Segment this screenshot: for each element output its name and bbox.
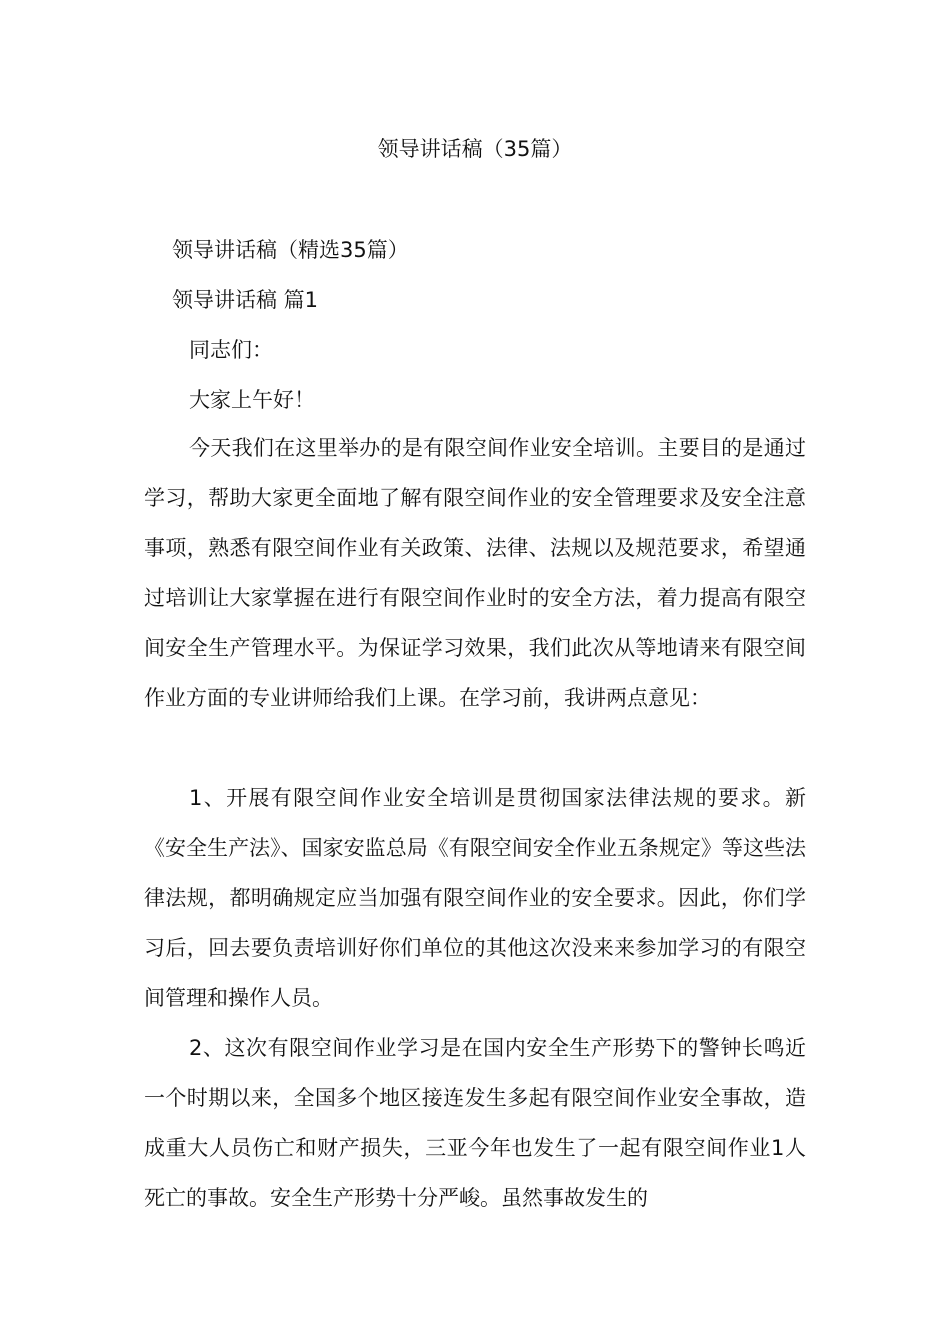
salutation: 同志们： bbox=[189, 338, 273, 362]
paragraph-point-2: 2、这次有限空间作业学习是在国内安全生产形势下的警钟长鸣近一个时期以来，全国多个地区接连发生多起有限空间作业安全事故，造成重大人员伤亡和财产损失，三亚今年也发生了一起有限空间作业1人死亡的事故。安全生产形势十分严峻。虽然事故发生的 bbox=[144, 1036, 806, 1210]
paragraph-intro: 今天我们在这里举办的是有限空间作业安全培训。主要目的是通过学习，帮助大家更全面地了解有限空间作业的安全管理要求及安全注意事项，熟悉有限空间作业有关政策、法律、法规以及规范要求，希望通过培训让大家掌握在进行有限空间作业时的安全方法，着力提高有限空间安全生产管理水平。为保证学习效果，我们此次从等地请来有限空间作业方面的专业讲师给我们上课。在学习前，我讲两点意见： bbox=[144, 436, 806, 710]
paragraph-point-1: 1、开展有限空间作业安全培训是贯彻国家法律法规的要求。新《安全生产法》、国家安监总局《有限空间安全作业五条规定》等这些法律法规，都明确规定应当加强有限空间作业的安全要求。因此，你们学习后，回去要负责培训好你们单位的其他这次没来来参加学习的有限空间管理和操作人员。 bbox=[144, 786, 806, 1010]
section-heading: 领导讲话稿 篇1 bbox=[172, 288, 319, 312]
document-title: 领导讲话稿（35篇） bbox=[377, 137, 573, 161]
greeting: 大家上午好！ bbox=[189, 388, 315, 412]
document-subtitle: 领导讲话稿（精选35篇） bbox=[172, 238, 409, 262]
